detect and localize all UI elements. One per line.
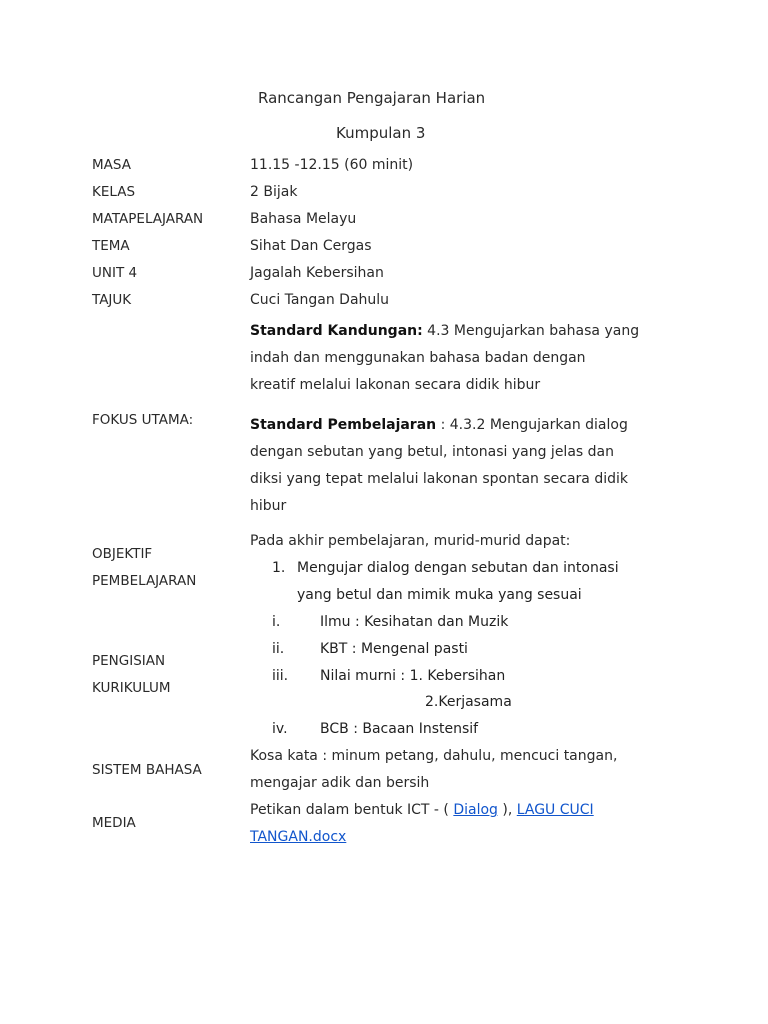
pengisian-item-text-1: Ilmu : Kesihatan dan Muzik <box>320 614 509 630</box>
standard-kandungan-text1: 4.3 Mengujarkan bahasa yang <box>422 323 640 339</box>
value-tema: Sihat Dan Cergas <box>250 238 372 254</box>
label-sistem-bahasa: SISTEM BAHASA <box>92 762 202 778</box>
media-mid: ), <box>497 802 517 818</box>
standard-kandungan-colon: : <box>417 323 423 339</box>
pengisian-item-num-5: iv. <box>272 721 288 737</box>
standard-kandungan-line3: kreatif melalui lakonan secara didik hibur <box>250 377 541 393</box>
objektif-item-line2: yang betul dan mimik muka yang sesuai <box>297 587 582 603</box>
label-objektif: OBJEKTIF <box>92 546 153 562</box>
pengisian-item-num-3: iii. <box>272 668 289 684</box>
label-pembelajaran: PEMBELAJARAN <box>92 573 197 589</box>
label-unit: UNIT 4 <box>92 265 138 281</box>
lagu-cuci-tangan-link-cont[interactable]: TANGAN.docx <box>250 829 347 845</box>
media-line1 <box>250 800 594 820</box>
value-masa: 11.15 -12.15 (60 minit) <box>250 157 414 173</box>
pengisian-item-num-2: ii. <box>272 641 285 657</box>
sistem-bahasa-line2: mengajar adik dan bersih <box>250 775 430 791</box>
pengisian-item-text-2: KBT : Mengenal pasti <box>320 641 468 657</box>
objektif-item-line1: Mengujar dialog dengan sebutan dan intonasi <box>297 560 619 576</box>
label-tema: TEMA <box>92 238 130 254</box>
pengisian-item-text-5: BCB : Bacaan Instensif <box>320 721 479 737</box>
value-kelas: 2 Bijak <box>250 184 298 200</box>
objektif-item-number: 1. <box>272 560 286 576</box>
standard-pembelajaran-line2: dengan sebutan yang betul, intonasi yang jelas dan <box>250 444 614 460</box>
standard-pembelajaran-heading: Standard Pembelajaran <box>250 417 437 433</box>
label-media: MEDIA <box>92 815 136 831</box>
media-prefix: Petikan dalam bentuk ICT - ( <box>250 802 454 818</box>
dialog-link[interactable]: Dialog <box>453 802 498 818</box>
label-tajuk: TAJUK <box>92 292 132 308</box>
label-fokus-utama: FOKUS UTAMA: <box>92 412 194 428</box>
standard-pembelajaran-line3: diksi yang tepat melalui lakonan spontan secara didik <box>250 471 628 487</box>
label-masa: MASA <box>92 157 131 173</box>
objektif-intro: Pada akhir pembelajaran, murid-murid dapat: <box>250 533 571 549</box>
standard-kandungan-line1 <box>250 321 639 341</box>
value-unit: Jagalah Kebersihan <box>250 265 384 281</box>
label-matapelajaran: MATAPELAJARAN <box>92 211 204 227</box>
standard-pembelajaran-line1 <box>250 415 628 435</box>
label-kelas: KELAS <box>92 184 136 200</box>
standard-pembelajaran-text1: : 4.3.2 Mengujarkan dialog <box>436 417 628 433</box>
standard-kandungan-heading: Standard Kandungan <box>250 323 418 339</box>
document-subtitle: Kumpulan 3 <box>336 124 426 142</box>
standard-kandungan-line2: indah dan menggunakan bahasa badan dengan <box>250 350 586 366</box>
standard-pembelajaran-line4: hibur <box>250 498 287 514</box>
pengisian-item-text-4: 2.Kerjasama <box>425 694 512 710</box>
pengisian-item-text-3: Nilai murni : 1. Kebersihan <box>320 668 506 684</box>
label-pengisian: PENGISIAN <box>92 653 166 669</box>
pengisian-item-num-1: i. <box>272 614 281 630</box>
media-line2 <box>250 827 346 847</box>
document-title: Rancangan Pengajaran Harian <box>258 89 486 107</box>
label-kurikulum: KURIKULUM <box>92 680 171 696</box>
lagu-cuci-tangan-link[interactable]: LAGU CUCI <box>516 802 594 818</box>
value-tajuk: Cuci Tangan Dahulu <box>250 292 390 308</box>
sistem-bahasa-line1: Kosa kata : minum petang, dahulu, mencuci tangan, <box>250 748 618 764</box>
value-matapelajaran: Bahasa Melayu <box>250 211 357 227</box>
